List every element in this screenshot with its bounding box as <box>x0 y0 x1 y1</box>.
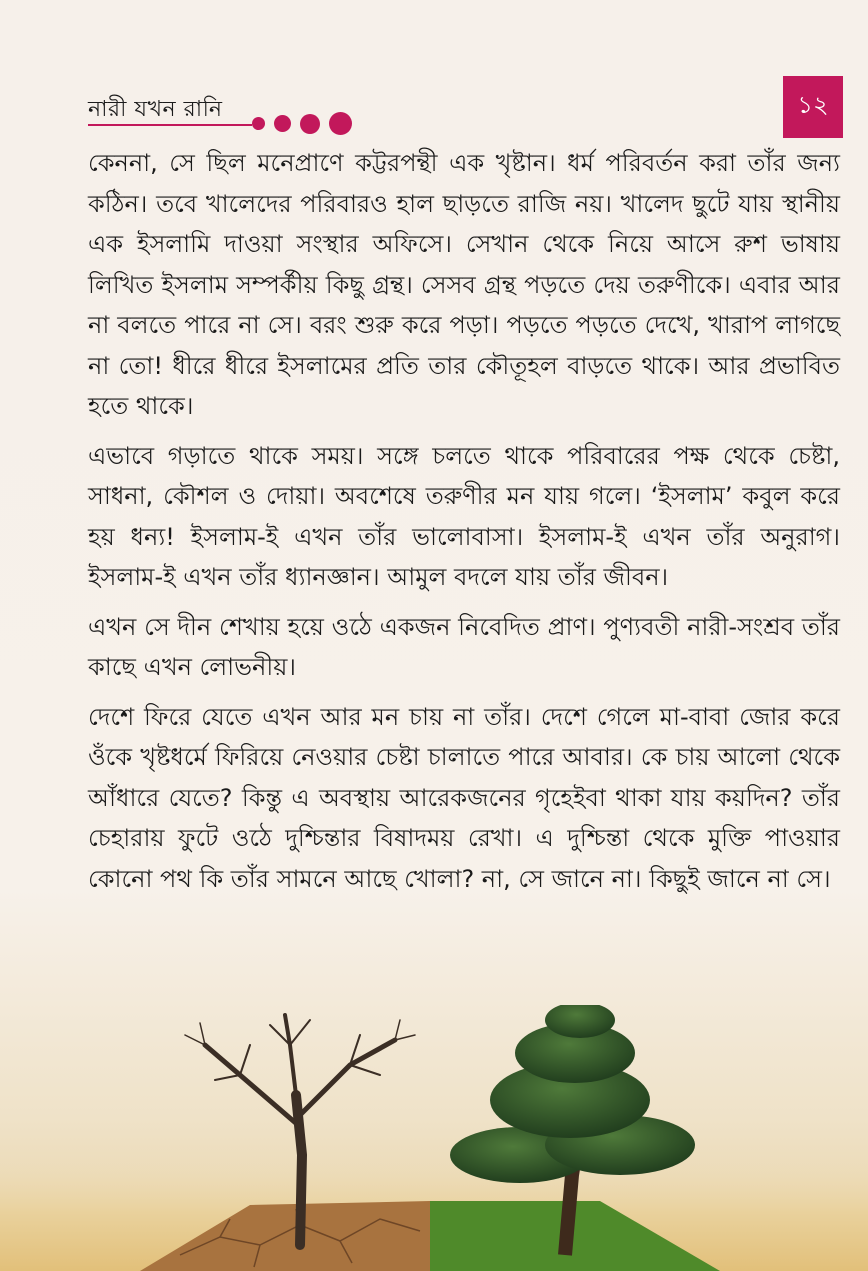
page-number: ১২ <box>797 91 829 119</box>
running-title: নারী যখন রানি <box>88 97 223 122</box>
dot-4 <box>329 112 352 135</box>
paragraph-4: দেশে ফিরে যেতে এখন আর মন চায় না তাঁর। দেশে গেলে মা-বাবা জোর করে ওঁকে খৃষ্টধর্মে ফিরিয়ে নেওয়ার চেষ্টা চালাতে পারে আবার। কে চায় আলো থেকে আঁধারে যেতে? কিন্তু এ অবস্থায় আরেকজনের গৃহেইবা থাকা যায় কয়দিন? তাঁর চেহারায় ফুটে ওঠে দুশ্চিন্তার বিষাদময় রেখা। এ দুশ্চিন্তা থেকে মুক্তি পাওয়ার কোনো পথ কি তাঁর সামনে আছে খোলা? না, সে জানে না। কিছুই জানে না সে। <box>88 702 840 893</box>
header-underline <box>88 124 252 126</box>
page-number-badge <box>783 76 843 138</box>
paragraph-3: এখন সে দীন শেখায় হয়ে ওঠে একজন নিবেদিত প্রাণ। পুণ্যবতী নারী-সংশ্রব তাঁর কাছে এখন লোভনীয়। <box>88 612 840 681</box>
paragraph-1: কেননা, সে ছিল মনেপ্রাণে কট্টরপন্থী এক খৃষ্টান। ধর্ম পরিবর্তন করা তাঁর জন্য কঠিন। তবে খালেদের পরিবারও হাল ছাড়তে রাজি নয়। খালেদ ছুটে যায় স্থানীয় এক ইসলামি দাওয়া সংস্থার অফিসে। সেখান থেকে নিয়ে আসে রুশ ভাষায় লিখিত ইসলাম সম্পর্কীয় কিছু গ্রন্থ। সেসব গ্রন্থ পড়তে দেয় তরুণীকে। এবার আর না বলতে পারে না সে। বরং শুরু করে পড়া। পড়তে পড়তে দেখে, খারাপ লাগছে না তো! ধীরে ধীরে ইসলামের প্রতি তার কৌতূহল বাড়তে থাকে। আর প্রভাবিত হতে থাকে। <box>88 149 840 420</box>
body-text <box>88 143 840 908</box>
paragraph-2: এভাবে গড়াতে থাকে সময়। সঙ্গে চলতে থাকে পরিবারের পক্ষ থেকে চেষ্টা, সাধনা, কৌশল ও দোয়া। অবশেষে তরুণীর মন যায় গলে। ‘ইসলাম’ কবুল করে হয় ধন্য! ইসলাম-ই এখন তাঁর ভালোবাসা। ইসলাম-ই এখন তাঁর অনুরাগ। ইসলাম-ই এখন তাঁর ধ্যানজ্ঞান। আমুল বদলে যায় তাঁর জীবন। <box>88 441 840 591</box>
dot-1 <box>252 117 265 130</box>
dot-2 <box>274 115 291 132</box>
decorative-dots <box>252 112 352 135</box>
dot-3 <box>300 114 320 134</box>
trees-illustration <box>0 1005 868 1271</box>
